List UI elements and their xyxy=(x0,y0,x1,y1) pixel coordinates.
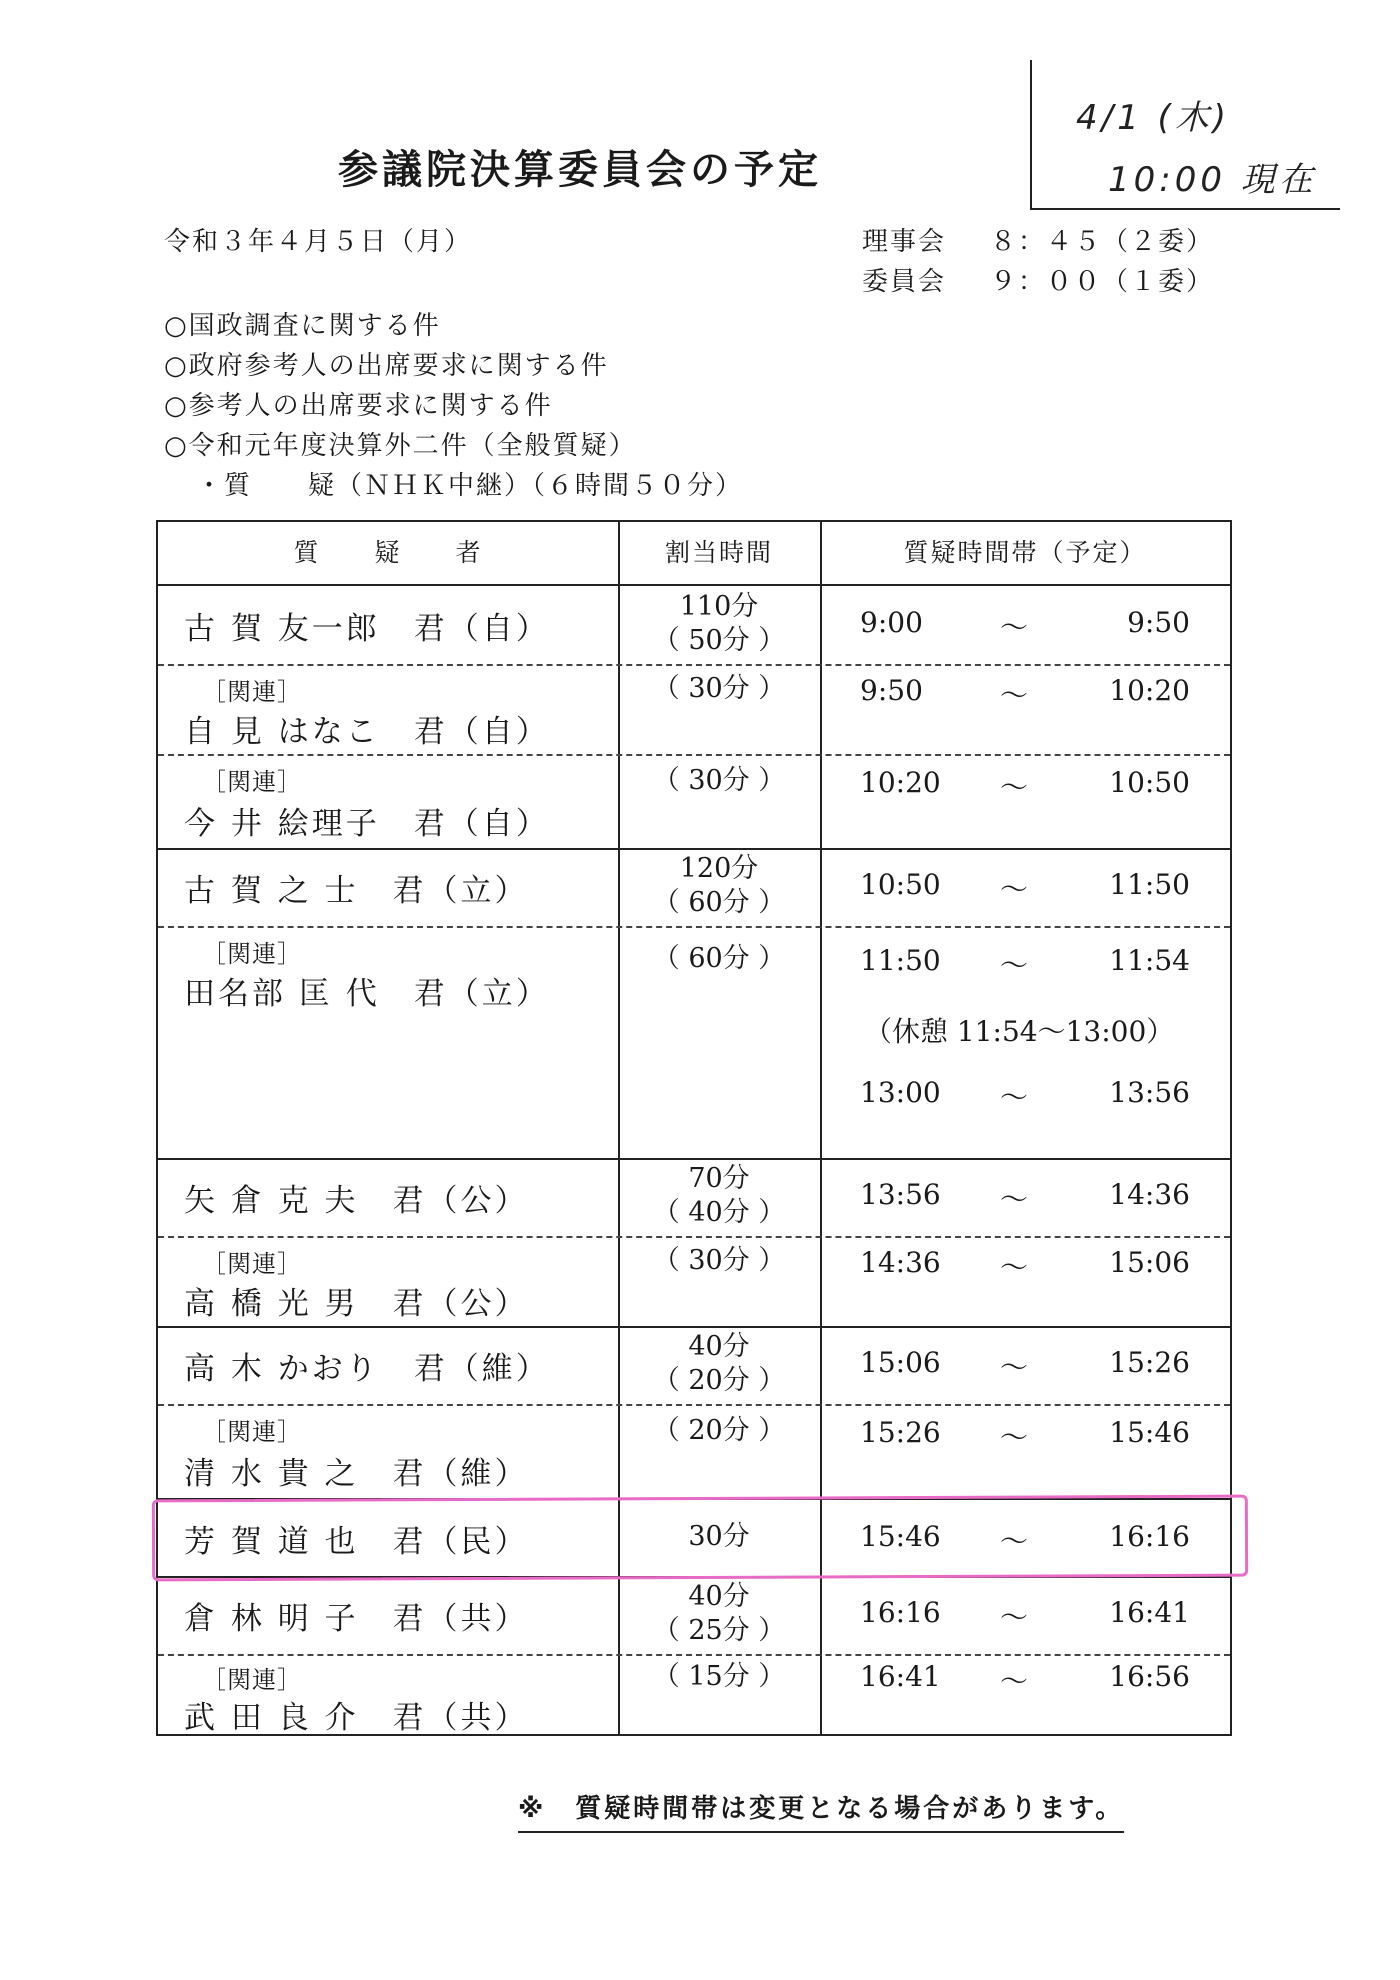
table-row xyxy=(158,1158,1230,1236)
end-time: 16:41 xyxy=(1109,1596,1190,1629)
related-label: ［関連］ xyxy=(202,678,302,706)
table-row xyxy=(158,926,1230,1158)
page-title: 参議院決算委員会の予定 xyxy=(338,147,822,193)
start-time: 10:20 xyxy=(860,766,941,799)
header-questioner: 質 疑 者 xyxy=(293,538,483,567)
questioner-name: 倉 林 明 子 君（共） xyxy=(184,1601,529,1637)
allotted-time: （ 30分 ） xyxy=(652,1245,786,1276)
range-tilde: 〜 xyxy=(1000,1601,1029,1634)
board-label: 理事会 xyxy=(862,227,947,257)
start-time: 15:06 xyxy=(860,1346,941,1379)
allotted-time: 120分 （ 60分 ） xyxy=(652,853,786,918)
end-time: 11:54 xyxy=(1109,944,1190,977)
start-time: 15:46 xyxy=(860,1520,941,1553)
start-time: 15:26 xyxy=(860,1416,941,1449)
allotted-time: （ 20分 ） xyxy=(652,1415,786,1446)
start-time: 14:36 xyxy=(860,1246,941,1279)
meeting-date: 令和３年４月５日（月） xyxy=(164,227,473,257)
allotted-time: 30分 xyxy=(688,1521,750,1552)
stamp-date: 4/1 (木) xyxy=(1076,98,1231,138)
allotted-time: 40分 （ 20分 ） xyxy=(652,1331,786,1396)
table-row xyxy=(158,1576,1230,1654)
range-tilde: 〜 xyxy=(1000,771,1029,804)
related-label: ［関連］ xyxy=(202,1418,302,1446)
end-time: 15:26 xyxy=(1109,1346,1190,1379)
allotted-time: （ 30分 ） xyxy=(652,765,786,796)
start-time: 9:00 xyxy=(860,606,923,639)
questioner-name: 今 井 絵理子 君（自） xyxy=(184,806,550,842)
range-tilde: 〜 xyxy=(1000,1665,1029,1698)
agenda-item: ○参考人の出席要求に関する件 xyxy=(164,391,553,421)
start-time: 10:50 xyxy=(860,868,941,901)
questioner-name: 芳 賀 道 也 君（民） xyxy=(184,1524,529,1560)
questioner-name: 古 賀 之 士 君（立） xyxy=(184,873,529,909)
end-time: 15:46 xyxy=(1109,1416,1190,1449)
range-tilde: 〜 xyxy=(1000,1421,1029,1454)
header-time-slot: 質疑時間帯（予定） xyxy=(903,538,1147,567)
end-time: 11:50 xyxy=(1109,868,1190,901)
allotted-time: 40分 （ 25分 ） xyxy=(652,1581,786,1646)
start-time: 13:00 xyxy=(860,1076,941,1109)
highlight-marker xyxy=(152,1495,1248,1582)
range-tilde: 〜 xyxy=(1000,679,1029,712)
end-time: 15:06 xyxy=(1109,1246,1190,1279)
questioner-name: 矢 倉 克 夫 君（公） xyxy=(184,1183,529,1219)
range-tilde: 〜 xyxy=(1000,1525,1029,1558)
end-time: 10:20 xyxy=(1109,674,1190,707)
questioner-name: 清 水 貴 之 君（維） xyxy=(184,1456,529,1492)
end-time: 13:56 xyxy=(1109,1076,1190,1109)
start-time: 16:16 xyxy=(860,1596,941,1629)
allotted-time: 70分 （ 40分 ） xyxy=(652,1163,786,1228)
table-row xyxy=(158,848,1230,926)
end-time: 16:16 xyxy=(1109,1520,1190,1553)
committee-label: 委員会 xyxy=(862,267,947,297)
allotted-time: （ 60分 ） xyxy=(652,943,786,974)
start-time: 11:50 xyxy=(860,944,941,977)
range-tilde: 〜 xyxy=(1000,1351,1029,1384)
agenda-item: ○令和元年度決算外二件（全般質疑） xyxy=(164,431,637,461)
range-tilde: 〜 xyxy=(1000,611,1029,644)
end-time: 14:36 xyxy=(1109,1178,1190,1211)
range-tilde: 〜 xyxy=(1000,873,1029,906)
range-tilde: 〜 xyxy=(1000,1081,1029,1114)
table-row xyxy=(158,1326,1230,1404)
table-row xyxy=(158,1654,1230,1736)
range-tilde: 〜 xyxy=(1000,949,1029,982)
questioner-name: 自 見 はなこ 君（自） xyxy=(184,714,550,750)
questioner-name: 高 木 かおり 君（維） xyxy=(184,1351,550,1387)
agenda-item: ○政府参考人の出席要求に関する件 xyxy=(164,351,609,381)
end-time: 9:50 xyxy=(1127,606,1190,639)
related-label: ［関連］ xyxy=(202,1250,302,1278)
table-row xyxy=(158,754,1230,848)
end-time: 10:50 xyxy=(1109,766,1190,799)
agenda-subitem: ・質 疑（ＮＨＫ中継）（６時間５０分） xyxy=(196,471,744,501)
table-row xyxy=(158,1236,1230,1326)
range-tilde: 〜 xyxy=(1000,1183,1029,1216)
questioner-name: 高 橋 光 男 君（公） xyxy=(184,1286,529,1322)
questioner-name: 武 田 良 介 君（共） xyxy=(184,1700,529,1736)
related-label: ［関連］ xyxy=(202,768,302,796)
allotted-time: （ 15分 ） xyxy=(652,1661,786,1692)
start-time: 16:41 xyxy=(860,1660,941,1693)
related-label: ［関連］ xyxy=(202,1666,302,1694)
start-time: 13:56 xyxy=(860,1178,941,1211)
footnote: ※ 質疑時間帯は変更となる場合があります。 xyxy=(518,1788,1124,1833)
committee-time: ９：００（１委） xyxy=(990,267,1215,297)
end-time: 16:56 xyxy=(1109,1660,1190,1693)
recess-note: （休憩 11:54〜13:00） xyxy=(864,1015,1175,1048)
allotted-time: （ 30分 ） xyxy=(652,673,786,704)
header-allotted-time: 割当時間 xyxy=(664,538,773,567)
questioner-name: 田名部 匡 代 君（立） xyxy=(184,976,550,1012)
table-row xyxy=(158,584,1230,664)
related-label: ［関連］ xyxy=(202,940,302,968)
start-time: 9:50 xyxy=(860,674,923,707)
allotted-time: 110分 （ 50分 ） xyxy=(652,591,786,656)
stamp-time: 10:00 現在 xyxy=(1108,160,1317,200)
board-time: ８：４５（２委） xyxy=(990,227,1215,257)
table-row xyxy=(158,664,1230,754)
questioner-name: 古 賀 友一郎 君（自） xyxy=(184,611,550,647)
range-tilde: 〜 xyxy=(1000,1251,1029,1284)
agenda-item: ○国政調査に関する件 xyxy=(164,311,441,341)
table-row xyxy=(158,1404,1230,1498)
